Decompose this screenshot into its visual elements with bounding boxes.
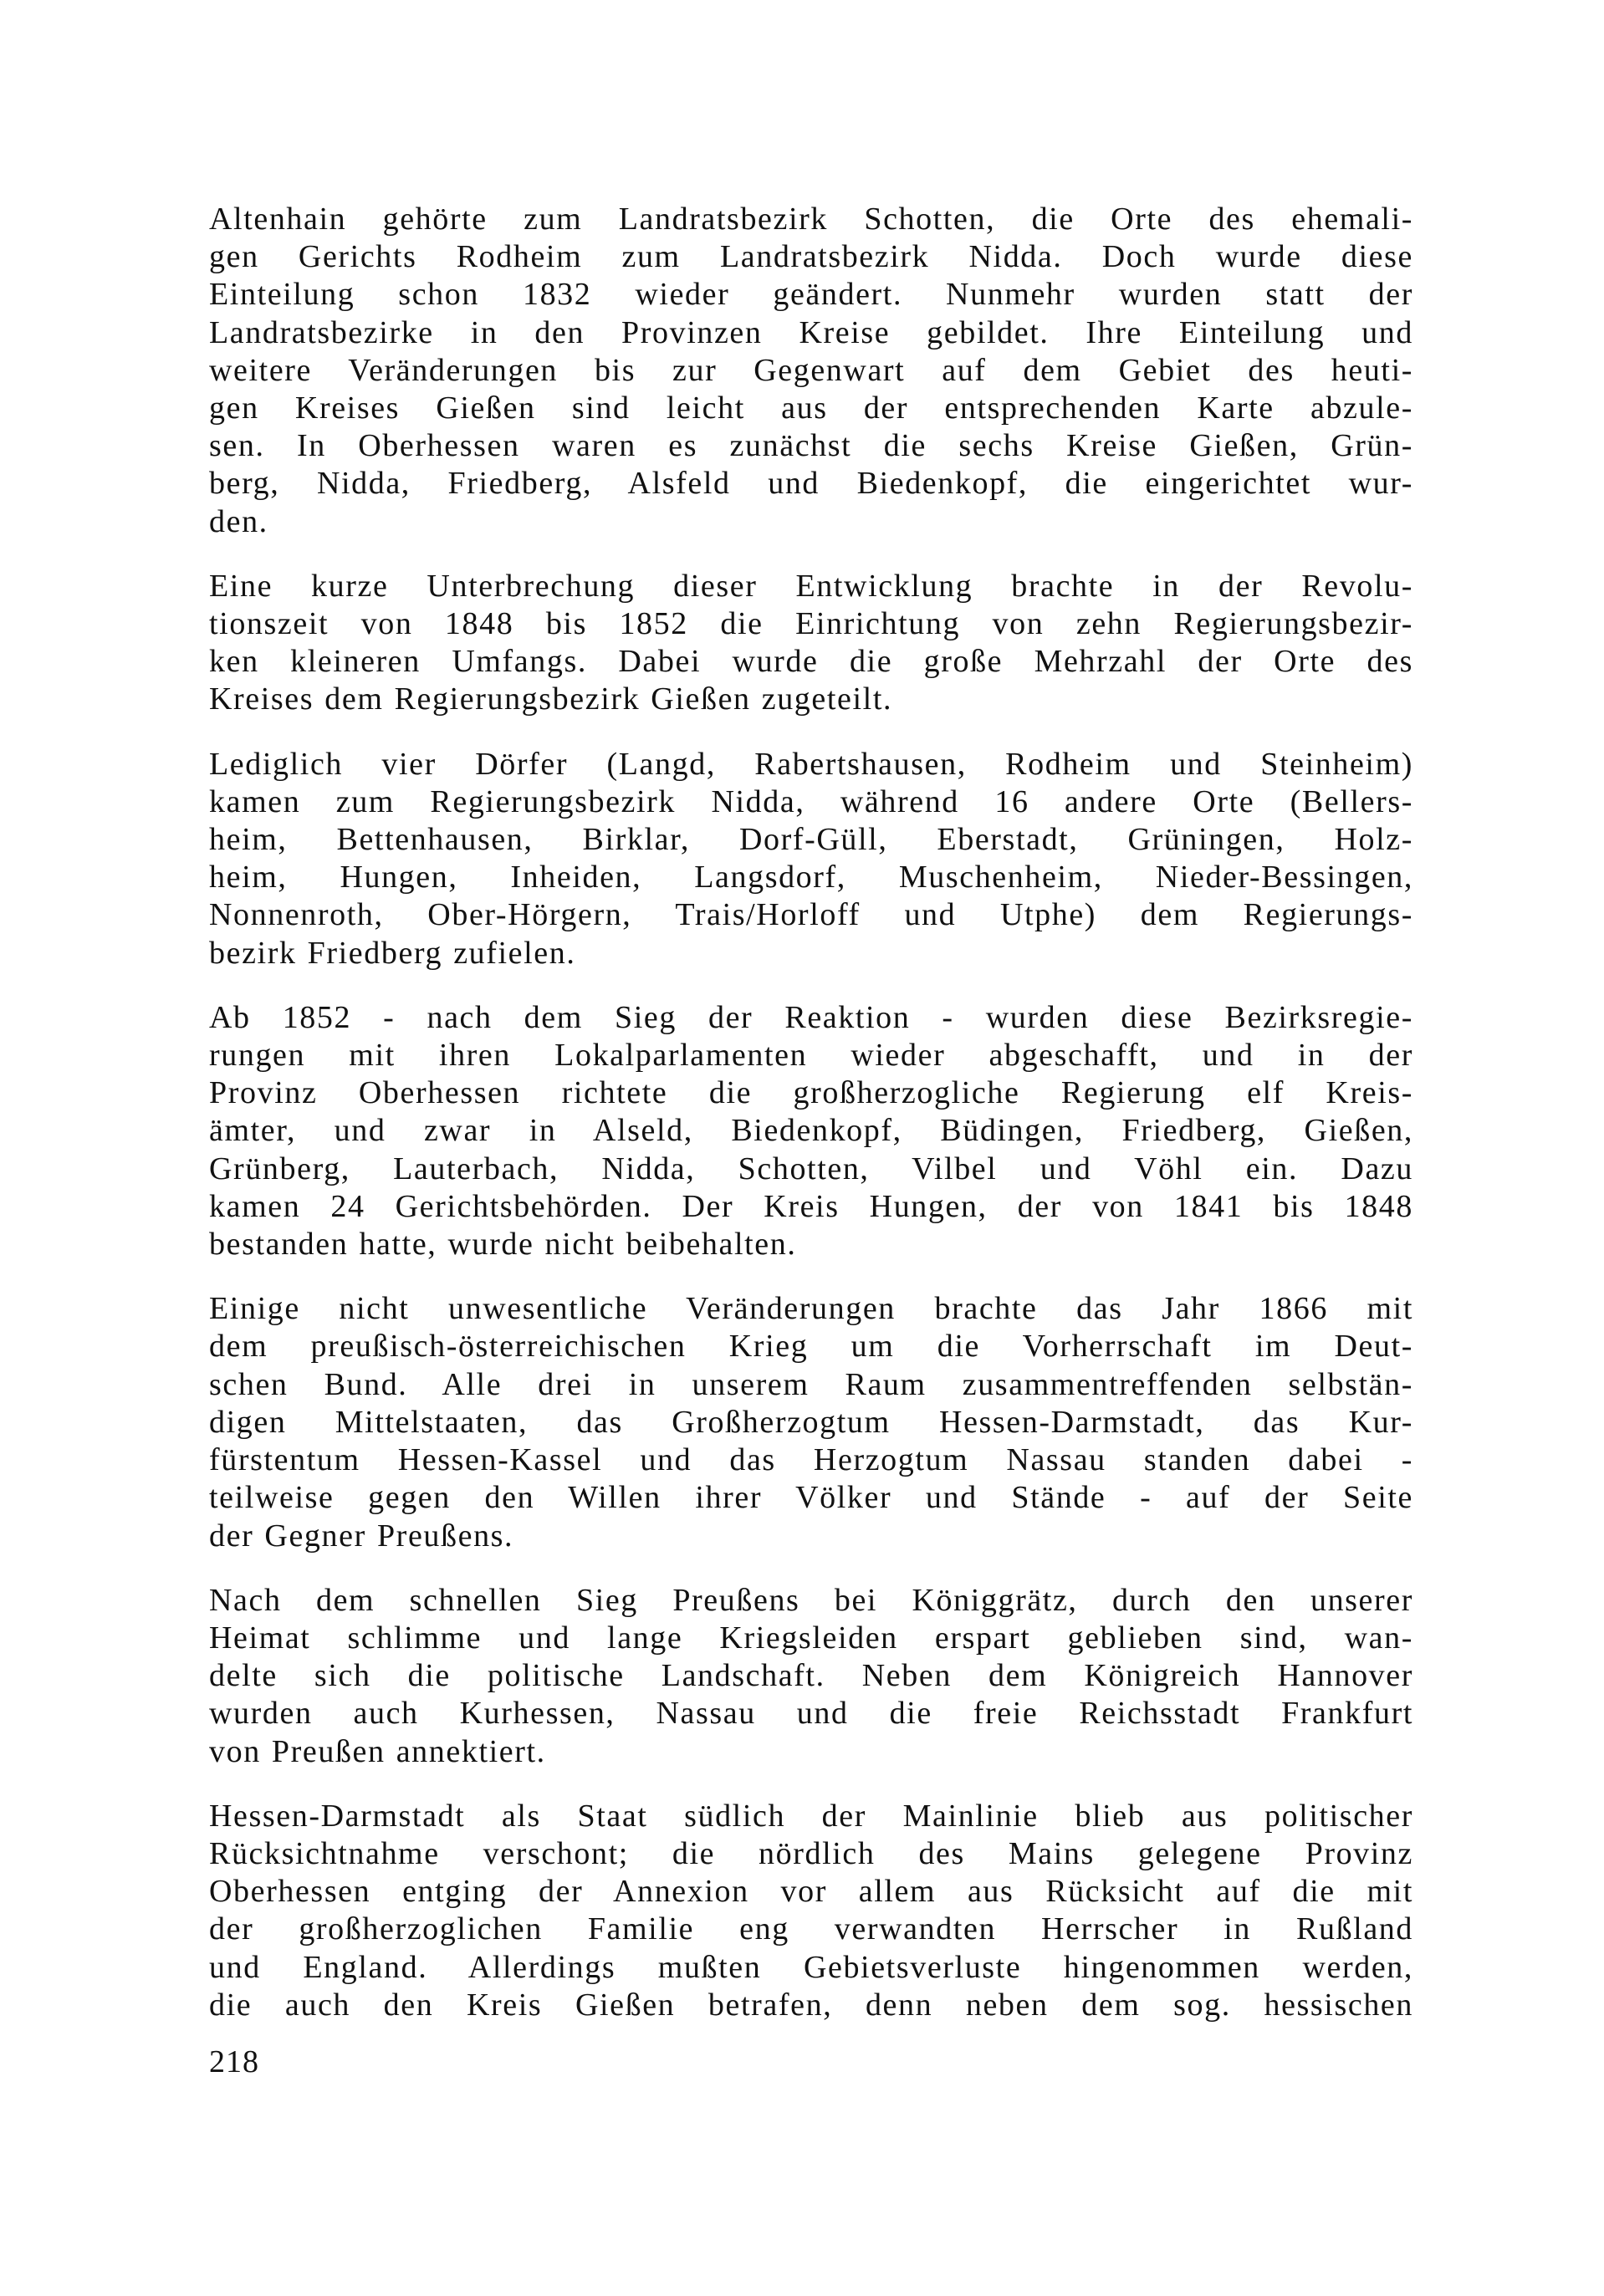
paragraph: [209, 1582, 1413, 1771]
text-line: heim, Hungen, Inheiden, Langsdorf, Muschenheim, Nieder-Bessingen,: [209, 860, 1413, 895]
text-line: bestanden hatte, wurde nicht beibehalten.: [209, 1227, 797, 1263]
text-line: kamen 24 Gerichtsbehörden. Der Kreis Hungen, der von 1841 bis 1848: [209, 1188, 1413, 1224]
text-line: Lediglich vier Dörfer (Langd, Rabertshausen, Rodheim und Steinheim): [209, 746, 1413, 782]
text-line: Oberhessen entging der Annexion vor allem aus Rücksicht auf die mit: [209, 1874, 1413, 1910]
text-line: den.: [209, 503, 268, 539]
text-line: bezirk Friedberg zufielen.: [209, 935, 576, 971]
text-line: rungen mit ihren Lokalparlamenten wieder abgeschafft, und in der: [209, 1038, 1413, 1074]
text-line: Ab 1852 - nach dem Sieg der Reaktion - wurden diese Bezirksregie-: [209, 999, 1413, 1035]
text-line: ken kleineren Umfangs. Dabei wurde die große Mehrzahl der Orte des: [209, 644, 1413, 680]
text-line: die auch den Kreis Gießen betrafen, denn neben dem sog. hessischen: [209, 1987, 1413, 2023]
text-line: digen Mittelstaaten, das Großherzogtum Hessen-Darmstadt, das Kur-: [209, 1404, 1413, 1440]
paragraph: [209, 1290, 1413, 1554]
text-line: Provinz Oberhessen richtete die großherzogliche Regierung elf Kreis-: [209, 1075, 1413, 1111]
text-line: fürstentum Hessen-Kassel und das Herzogtum Nassau standen dabei -: [209, 1442, 1413, 1478]
text-line: delte sich die politische Landschaft. Neben dem Königreich Hannover: [209, 1658, 1413, 1694]
text-line: der Gegner Preußens.: [209, 1518, 514, 1554]
text-line: kamen zum Regierungsbezirk Nidda, während 16 andere Orte (Bellers-: [209, 783, 1413, 819]
text-line: Heimat schlimme und lange Kriegsleiden erspart geblieben sind, wan-: [209, 1620, 1413, 1656]
page-number: 218: [209, 2044, 259, 2079]
text-line: gen Kreises Gießen sind leicht aus der entsprechenden Karte abzule-: [209, 390, 1413, 426]
text-line: Landratsbezirke in den Provinzen Kreise gebildet. Ihre Einteilung und: [209, 314, 1413, 350]
text-line: von Preußen annektiert.: [209, 1733, 546, 1769]
text-line: Nach dem schnellen Sieg Preußens bei Königgrätz, durch den unserer: [209, 1582, 1413, 1618]
text-line: Nonnenroth, Ober-Hörgern, Trais/Horloff und Utphe) dem Regierungs-: [209, 897, 1413, 933]
paragraph: [209, 201, 1413, 541]
text-line: Rücksichtnahme verschont; die nördlich des Mains gelegene Provinz: [209, 1835, 1413, 1871]
text-line: berg, Nidda, Friedberg, Alsfeld und Biedenkopf, die eingerichtet wur-: [209, 466, 1413, 502]
text-line: der großherzoglichen Familie eng verwandten Herrscher in Rußland: [209, 1911, 1413, 1947]
text-line: Kreises dem Regierungsbezirk Gießen zugeteilt.: [209, 681, 893, 717]
paragraph: [209, 1798, 1413, 2024]
paragraph: [209, 746, 1413, 972]
text-line: wurden auch Kurhessen, Nassau und die freie Reichsstadt Frankfurt: [209, 1696, 1413, 1732]
text-line: Grünberg, Lauterbach, Nidda, Schotten, Vilbel und Vöhl ein. Dazu: [209, 1151, 1413, 1186]
paragraph: [209, 999, 1413, 1263]
text-line: sen. In Oberhessen waren es zunächst die sechs Kreise Gießen, Grün-: [209, 428, 1413, 464]
text-line: gen Gerichts Rodheim zum Landratsbezirk Nidda. Doch wurde diese: [209, 239, 1413, 275]
text-line: ämter, und zwar in Alseld, Biedenkopf, Büdingen, Friedberg, Gießen,: [209, 1113, 1413, 1149]
text-line: dem preußisch-österreichischen Krieg um die Vorherrschaft im Deut-: [209, 1329, 1413, 1365]
text-line: schen Bund. Alle drei in unserem Raum zusammentreffenden selbstän-: [209, 1366, 1413, 1402]
paragraph: [209, 568, 1413, 719]
text-line: tionszeit von 1848 bis 1852 die Einrichtung von zehn Regierungsbezir-: [209, 606, 1413, 642]
text-line: Eine kurze Unterbrechung dieser Entwicklung brachte in der Revolu-: [209, 568, 1413, 604]
page-body: [209, 201, 1413, 2051]
text-line: heim, Bettenhausen, Birklar, Dorf-Güll, Eberstadt, Grüningen, Holz-: [209, 822, 1413, 858]
text-line: Altenhain gehörte zum Landratsbezirk Schotten, die Orte des ehemali-: [209, 202, 1413, 237]
text-line: Einteilung schon 1832 wieder geändert. Nunmehr wurden statt der: [209, 277, 1413, 313]
text-line: Hessen-Darmstadt als Staat südlich der Mainlinie blieb aus politischer: [209, 1798, 1413, 1834]
text-line: und England. Allerdings mußten Gebietsverluste hingenommen werden,: [209, 1949, 1413, 1985]
text-line: teilweise gegen den Willen ihrer Völker und Stände - auf der Seite: [209, 1480, 1413, 1516]
text-line: weitere Veränderungen bis zur Gegenwart auf dem Gebiet des heuti-: [209, 352, 1413, 388]
text-line: Einige nicht unwesentliche Veränderungen brachte das Jahr 1866 mit: [209, 1291, 1413, 1327]
